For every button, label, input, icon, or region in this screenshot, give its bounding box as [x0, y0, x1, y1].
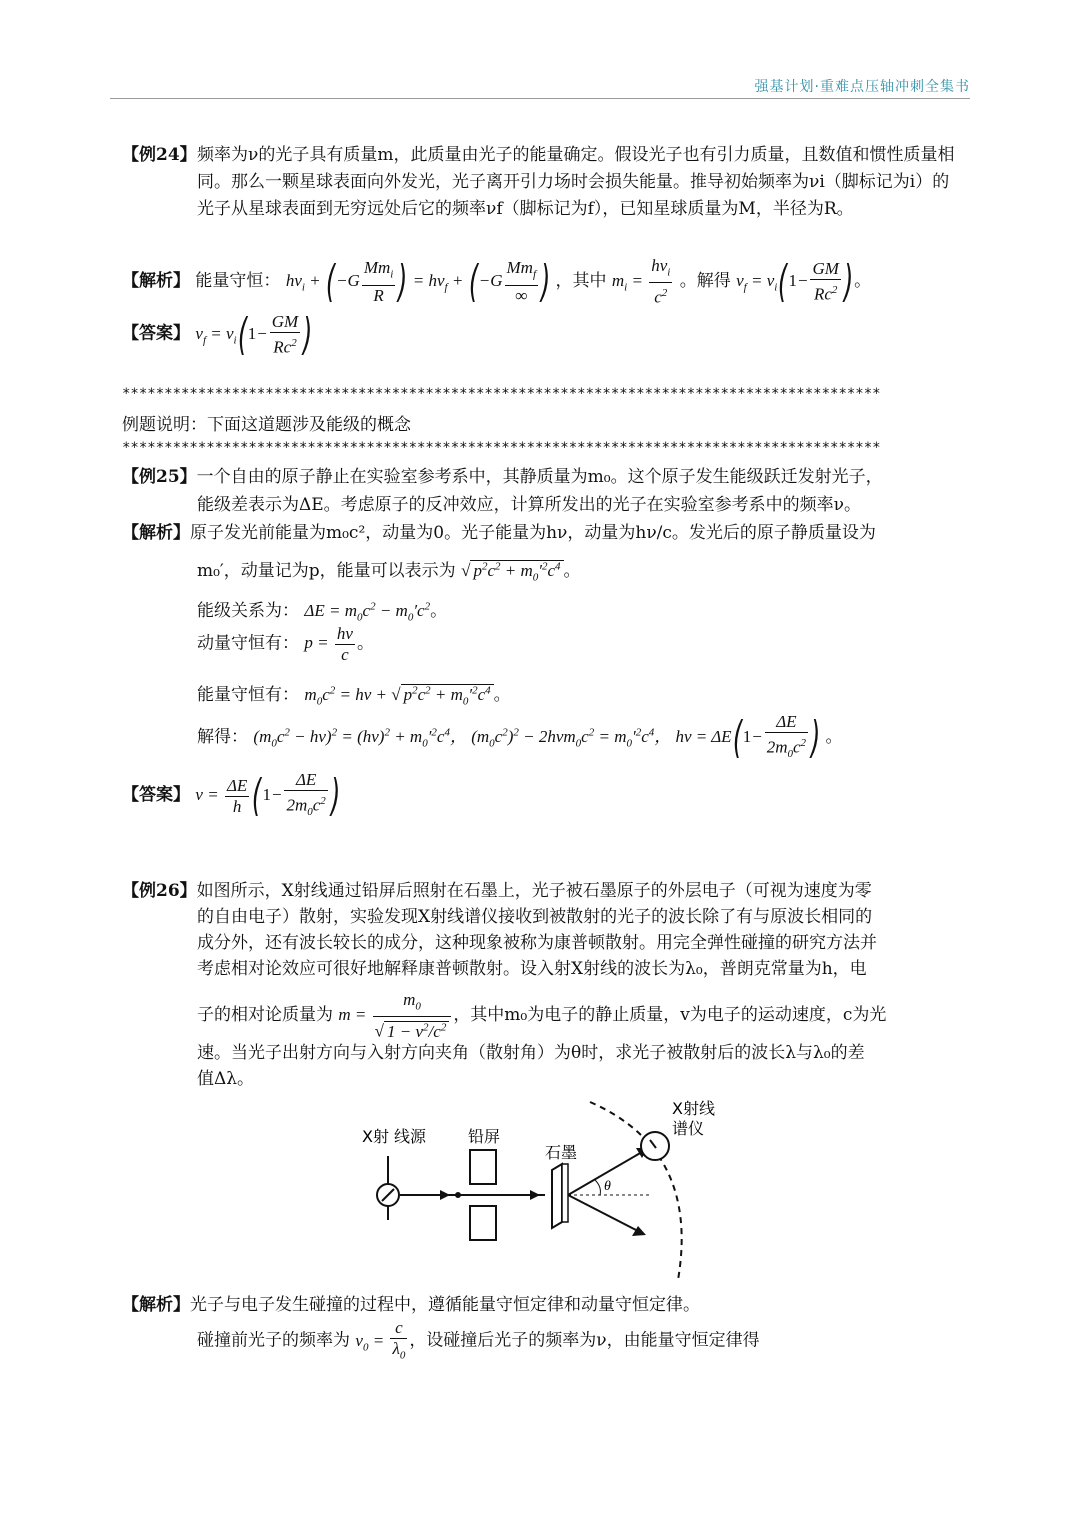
text: 碰撞前光子的频率为	[197, 1330, 350, 1351]
theta-label: θ	[604, 1179, 611, 1194]
header-title: 强基计划·重难点压轴冲刺全集书	[754, 79, 970, 95]
spectrometer-label-1: X射线	[672, 1099, 715, 1118]
graphite-label: 石墨	[545, 1143, 578, 1162]
analysis-tag: 【解析】	[122, 523, 190, 543]
example-26-line-1	[122, 876, 872, 901]
example-26-analysis-1	[122, 1290, 700, 1315]
page-header	[110, 72, 970, 99]
example-24	[122, 142, 964, 223]
answer-formula: ν = $\frac{\Delta E}{h}$ (1− $\frac{\Delta E}{2m_0c^2}$ )	[195, 770, 341, 822]
spectrometer-label-2: 谱仪	[672, 1119, 705, 1138]
answer-tag: 【答案】	[122, 323, 190, 344]
example-26-tag: 【例26】	[122, 881, 197, 901]
eq-solution: $(m_0c^2 - h\nu)^2 = (h\nu)^2 + m_0'^2c^4$， $(m_0c^2)^2 - 2h\nu m_0c^2 = m_0'^2c^4$， hν = ΔE(1− $\frac{\Delta E}{2m_0c^2}$ )	[253, 712, 821, 764]
example-26-analysis-2	[197, 1318, 760, 1365]
example-26-line-3: 成分外，还有波长较长的成分，这种现象被称为康普顿散射。用完全弹性碰撞的研究方法并	[197, 933, 877, 953]
text: ，设碰撞后光子的频率为ν，由能量守恒定律得	[409, 1330, 760, 1351]
example-25-analysis-2: m₀′，动量记为p，能量可以表示为 √ $p^2c^2 + m_0'^2c^4$ 。	[197, 560, 581, 584]
eq-level: $\Delta E = m_0c^2 - m_0'c^2$	[304, 600, 431, 624]
example-25-analysis-1	[122, 518, 876, 543]
screen-label: 铅屏	[468, 1127, 501, 1146]
text: 一个自由的原子静止在实验室参考系中，其静质量为m₀。这个原子发生能级跃迁发射光子，	[196, 467, 883, 487]
label: 解得：	[197, 726, 248, 747]
label: 动量守恒有：	[197, 633, 299, 654]
eq-momentum: p = $\frac{h\nu}{c}$	[304, 624, 353, 664]
example-24-analysis: 【解析】 能量守恒： $h\nu_i + (-G$ $\frac{Mm_i}{R}$ ) = $h\nu_f + (-G$ $\frac{Mm_f}{\infty}$ ) ，其中 $m_i$ = $\frac{h\nu_i}{c^2}$ 。解得 $\nu_f = \nu_i(1-$ $\frac{GM}{Rc^2}$ )。	[122, 256, 872, 308]
analysis-mid-text: ，其中	[555, 270, 607, 291]
graphite-block	[552, 1164, 562, 1228]
solution: 解得： $(m_0c^2 - h\nu)^2 = (h\nu)^2 + m_0'^2c^4$， $(m_0c^2)^2 - 2h\nu m_0c^2 = m_0'^2c^4$， hν = ΔE(1− $\frac{\Delta E}{2m_0c^2}$ ) 。	[197, 712, 843, 764]
label: 能量守恒有：	[197, 685, 299, 705]
answer-tag: 【答案】	[122, 784, 190, 805]
analysis-solve-text: 。解得	[679, 270, 731, 291]
eq-frequency: $\nu_0$ = $\frac{c}{\lambda_0}$	[355, 1318, 406, 1362]
text: ，其中m₀为电子的静止质量，v为电子的运动速度，c为光	[453, 1004, 887, 1025]
example-25-line-1	[122, 462, 883, 487]
example-24-text: 频率为ν的光子具有质量m，此质量由光子的能量确定。假设光子也有引力质量，且数值和惯性质量相同。那么一颗星球表面向外发光，光子离开引力场时会损失能量。推导初始频率为νi（脚标记为i）的光子从星球表面到无穷远处后它的频率νf（脚标记为f），已知星球质量为M，半径为R。	[197, 145, 955, 219]
eq-result: $\nu_f = \nu_i(1-$ $\frac{GM}{Rc^2}$ )	[736, 256, 854, 308]
example-26-line-5	[197, 990, 886, 1042]
momentum-conservation: 动量守恒有： p = $\frac{h\nu}{c}$ 。	[197, 624, 374, 664]
eq-relativistic-mass: m = $\frac{m_0}{√ 1 - v^2/c^2}$	[338, 1005, 453, 1024]
text: 子的相对论质量为	[197, 1004, 333, 1025]
eq-energy-sqrt: √ $p^2c^2 + m_0'^2c^4$	[461, 560, 563, 580]
example-25-tag: 【例25】	[122, 467, 197, 487]
level-relation: 能级关系为： $\Delta E = m_0c^2 - m_0'c^2$。	[197, 600, 448, 624]
example-26-line-7: 值Δλ。	[197, 1069, 255, 1089]
separator-stars: ******************************************************************************************	[122, 386, 881, 402]
analysis-tag: 【解析】	[122, 1295, 190, 1315]
compton-figure	[350, 1090, 750, 1280]
example-25-answer	[122, 770, 341, 822]
note-text: 例题说明：下面这道题涉及能级的概念	[122, 415, 411, 435]
label: 能级关系为：	[197, 601, 299, 621]
text: 原子发光前能量为m₀c²，动量为0。光子能量为hν，动量为hν/c。发光后的原子静质量设为	[190, 523, 876, 543]
example-26-line-2: 的自由电子）散射，实验发现X射线谱仪接收到被散射的光子的波长除了有与原波长相同的	[197, 907, 873, 927]
example-26-line-4: 考虑相对论效应可很好地解释康普顿散射。设入射X射线的波长为λ₀，普朗克常量为h，电	[197, 959, 867, 979]
energy-conservation: 能量守恒有： $m_0c^2 = h\nu$ + √ $p^2c^2 + m_0'^2c^4$ 。	[197, 684, 511, 708]
example-25-line-2: 能级差表示为ΔE。考虑原子的反冲效应，计算所发出的光子在实验室参考系中的频率ν。	[197, 495, 862, 515]
eq-energy: $m_0c^2 = h\nu$ + √ $p^2c^2 + m_0'^2c^4$	[304, 685, 493, 704]
analysis-label: 能量守恒：	[195, 270, 281, 291]
answer-formula: $\nu_f = \nu_i(1-$ $\frac{GM}{Rc^2}$ )	[195, 308, 313, 360]
eq-mass: $m_i$ = $\frac{h\nu_i}{c^2}$	[611, 256, 671, 308]
text: 光子与电子发生碰撞的过程中，遵循能量守恒定律和动量守恒定律。	[190, 1295, 700, 1315]
example-24-tag: 【例24】	[122, 145, 197, 165]
lead-screen-bottom	[470, 1206, 496, 1240]
separator-stars: ******************************************************************************************	[122, 440, 881, 456]
text: 如图所示，X射线通过铅屏后照射在石墨上，光子被石墨原子的外层电子（可视为速度为零	[196, 881, 872, 901]
example-26-line-6: 速。当光子出射方向与入射方向夹角（散射角）为θ时，求光子被散射后的波长λ与λ₀的差	[197, 1043, 865, 1063]
source-label: X射 线源	[362, 1127, 427, 1146]
eq-energy-conservation: $h\nu_i + (-G$ $\frac{Mm_i}{R}$ ) = $h\nu_f + (-G$ $\frac{Mm_f}{\infty}$ )	[285, 256, 551, 308]
text: m₀′，动量记为p，能量可以表示为	[197, 561, 456, 581]
analysis-tag: 【解析】	[122, 270, 190, 291]
example-24-answer	[122, 308, 313, 360]
lead-screen-top	[470, 1150, 496, 1184]
